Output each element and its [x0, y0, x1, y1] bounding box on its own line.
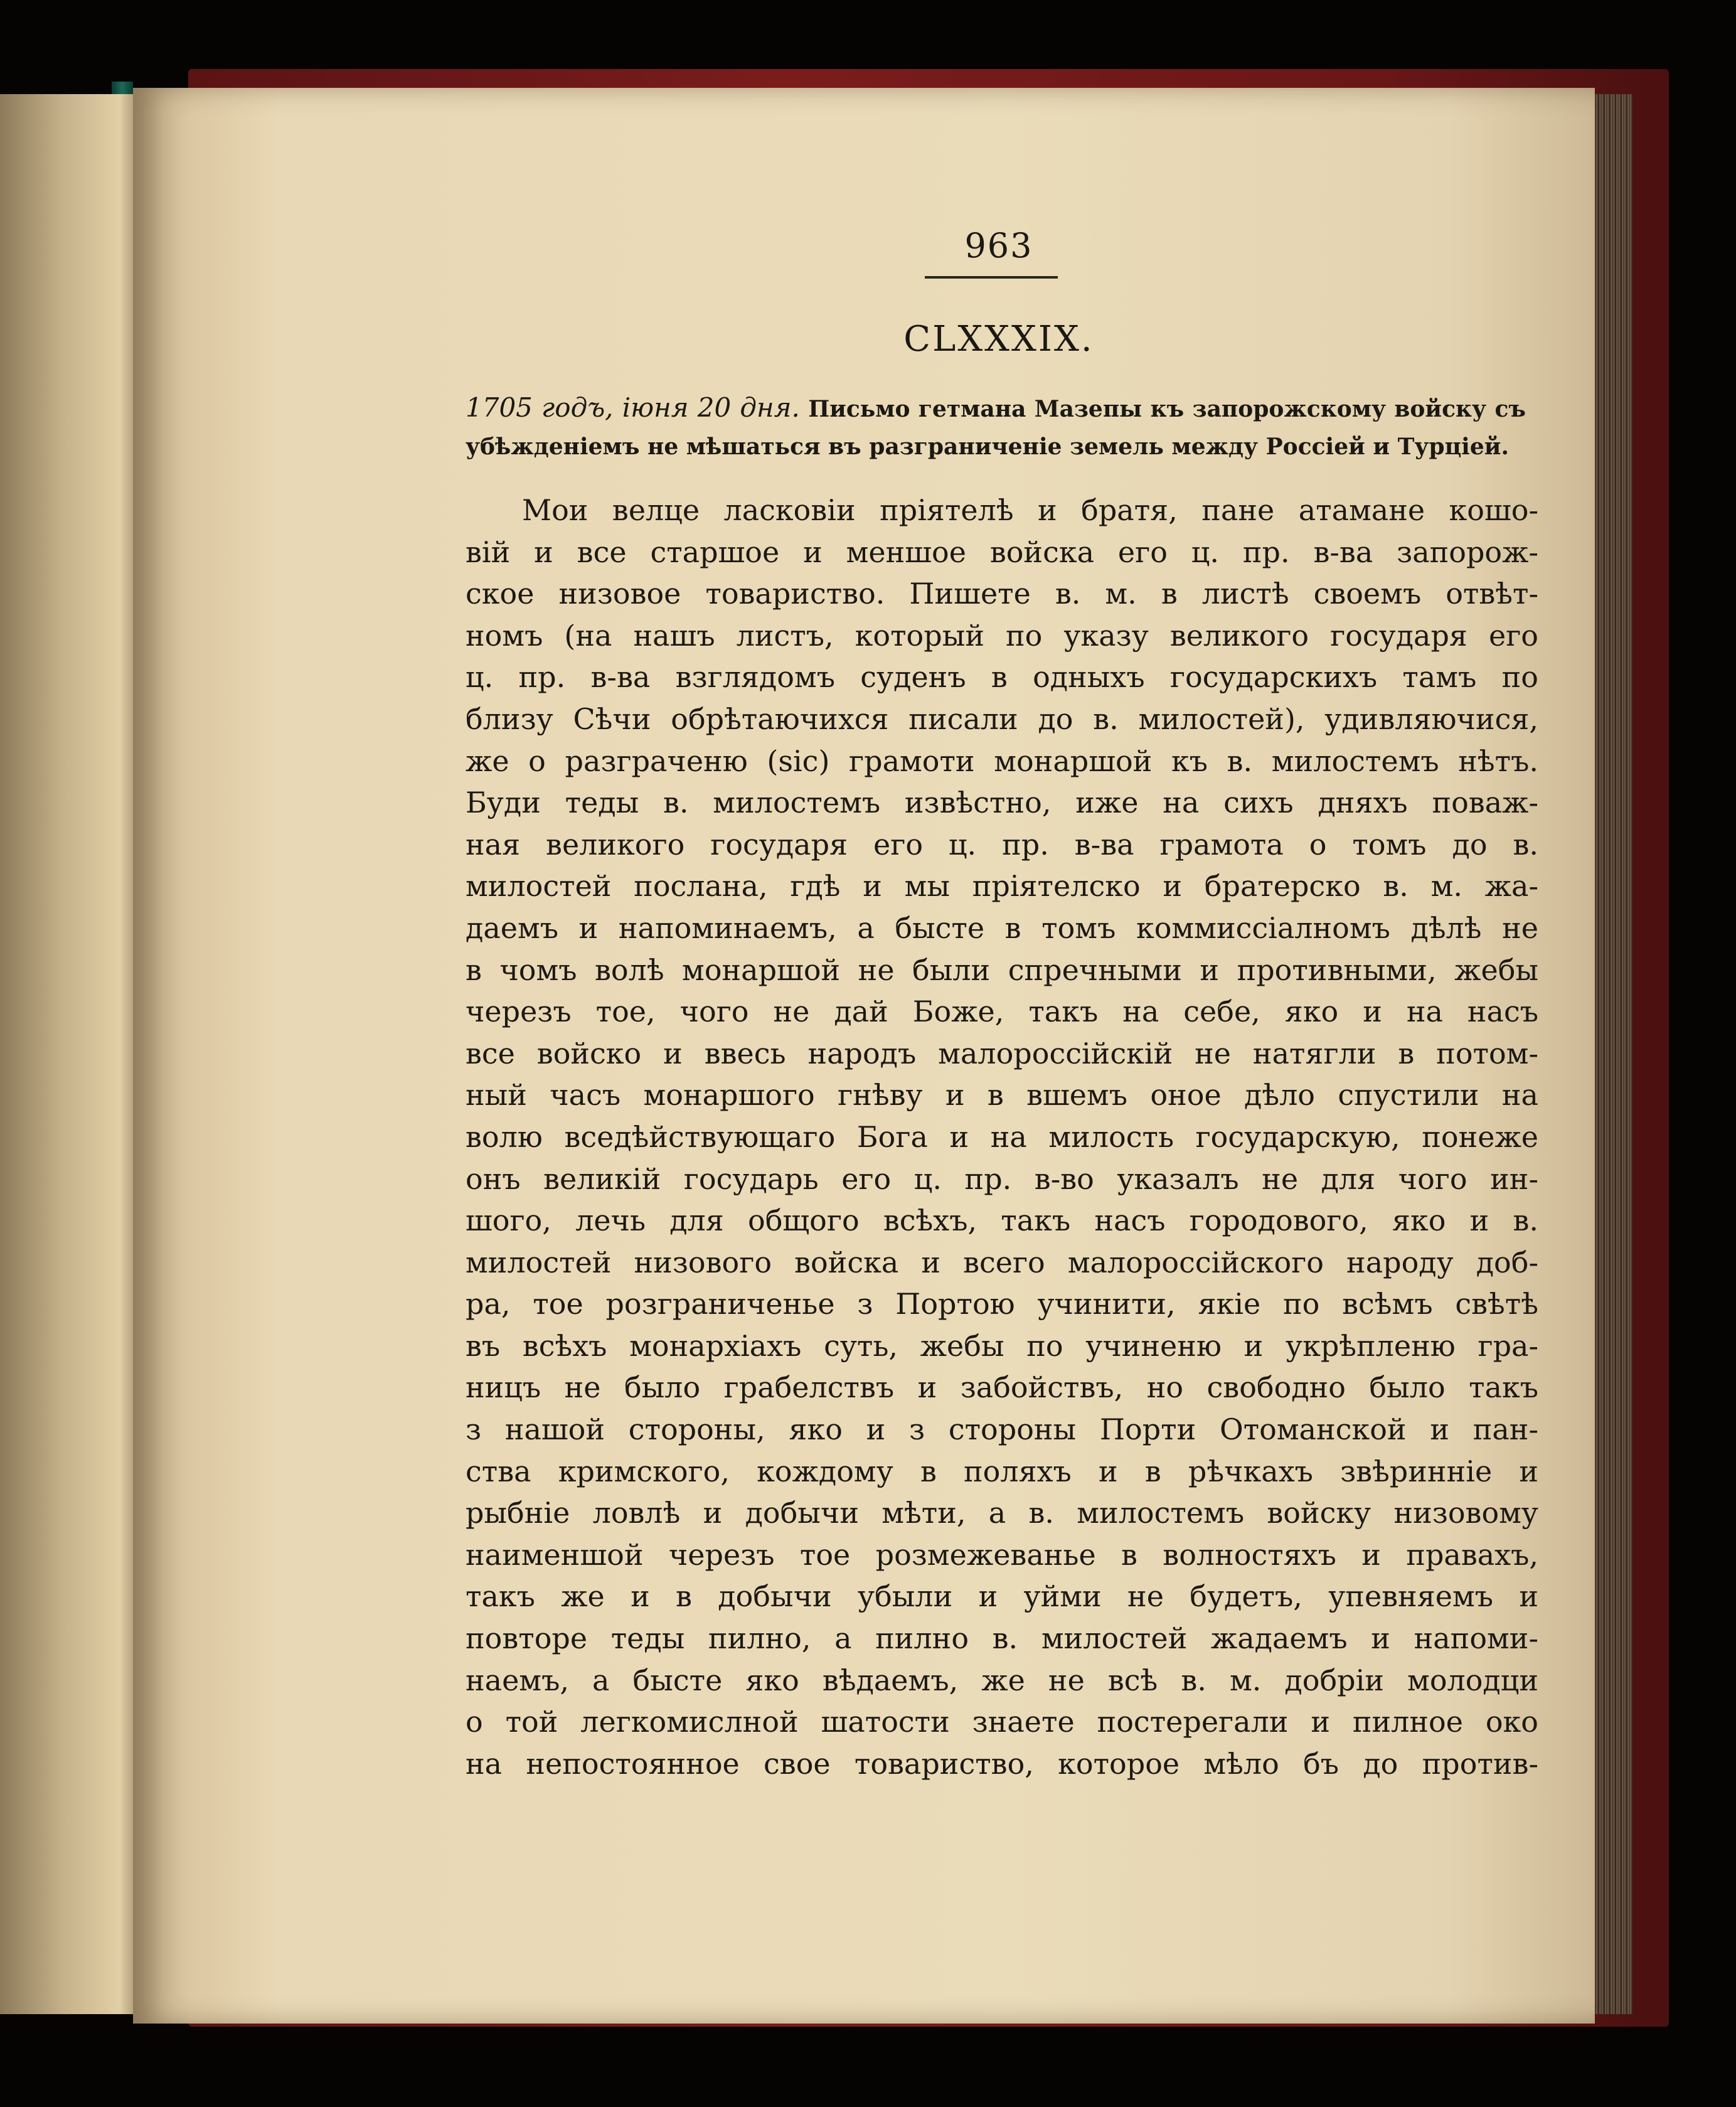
body-line: на непостоянное свое товариство, которое мѣло бъ до против- [466, 1746, 1538, 1781]
body-line: в чомъ волѣ монаршой не были спречными и противными, жебы [466, 952, 1538, 987]
body-line: ра, тое розграниченье з Портою учинити, якіе по всѣмъ свѣтѣ [466, 1287, 1538, 1321]
body-line: такъ же и в добычи убыли и уйми не будетъ, упевняемъ и [466, 1579, 1538, 1614]
document-heading [466, 389, 1526, 466]
body-line: волю вседѣйствующаго Бога и на милость государскую, понеже [466, 1119, 1538, 1154]
body-line: ц. пр. в-ва взглядомъ суденъ в одныхъ государскихъ тамъ по [466, 660, 1538, 695]
body-line: все войско и ввесь народъ малороссійскій не натягли в потом- [466, 1036, 1538, 1070]
body-line: же о разграченю (sic) грамоти монаршой къ в. милостемъ нѣтъ. [466, 744, 1538, 778]
heading-text: Письмо гетмана Мазепы къ запорожскому войску съ убѣжденіемъ не мѣшаться въ разграниченіе земель между Россіей и Турціей. [466, 396, 1526, 460]
body-line: ское низовое товариство. Пишете в. м. в листѣ своемъ отвѣт- [466, 577, 1538, 611]
body-line: черезъ тое, чого не дай Боже, такъ на себе, яко и на насъ [466, 995, 1538, 1029]
page-number-rule [925, 276, 1058, 279]
body-line: шого, лечь для общого всѣхъ, такъ насъ городового, яко и в. [466, 1203, 1538, 1238]
body-line: милостей послана, гдѣ и мы пріятелско и братерско в. м. жа- [466, 869, 1538, 904]
body-line: наемъ, а бысте яко вѣдаемъ, же не всѣ в. м. добріи молодци [466, 1663, 1538, 1697]
body-line: наименшой черезъ тое розмежеванье в волностяхъ и правахъ, [466, 1537, 1538, 1572]
body-line: Мои велце ласковіи пріятелѣ и братя, пане атамане кошо- [522, 493, 1538, 527]
right-page [133, 88, 1595, 2024]
body-line: милостей низового войска и всего малороссійского народу доб- [466, 1245, 1538, 1279]
page-edges [1595, 94, 1632, 2014]
body-line: ная великого государя его ц. пр. в-ва грамота о томъ до в. [466, 827, 1538, 861]
letter-body [466, 489, 1538, 1784]
page-number: 963 [964, 226, 1033, 265]
body-line: близу Сѣчи обрѣтаючихся писали до в. милостей), удивляючися, [466, 701, 1538, 736]
body-line: рыбніе ловлѣ и добычи мѣти, а в. милостемъ войску низовому [466, 1496, 1538, 1530]
body-line: даемъ и напоминаемъ, а бысте в томъ коммиссіалномъ дѣлѣ не [466, 910, 1538, 945]
body-line: з нашой стороны, яко и з стороны Порти Отоманской и пан- [466, 1412, 1538, 1447]
body-line: Буди теды в. милостемъ извѣстно, иже на сихъ дняхъ поваж- [466, 786, 1538, 820]
body-line: ницъ не было грабелствъ и забойствъ, но свободно было такъ [466, 1370, 1538, 1405]
page-content [133, 88, 1595, 2024]
body-line: ный часъ монаршого гнѣву и в вшемъ оное дѣло спустили на [466, 1078, 1538, 1112]
body-line: ства кримского, кождому в поляхъ и в рѣчкахъ звѣринніе и [466, 1454, 1538, 1488]
body-line: повторе теды пилно, а пилно в. милостей жадаемъ и напоми- [466, 1621, 1538, 1656]
body-line: номъ (на нашъ листъ, который по указу великого государя его [466, 618, 1538, 653]
heading-date: 1705 годъ, іюня 20 дня. [466, 392, 800, 423]
document-number: CLXXXIX. [903, 319, 1094, 360]
body-line: о той легкомислной шатости знаете постерегали и пилное око [466, 1705, 1538, 1739]
body-line: въ всѣхъ монархіахъ суть, жебы по учиненю и укрѣпленю гра- [466, 1328, 1538, 1363]
left-page [0, 94, 133, 2014]
body-line: вій и все старшое и меншое войска его ц. пр. в-ва запорож- [466, 535, 1538, 569]
body-line: онъ великій государь его ц. пр. в-во указалъ не для чого ин- [466, 1161, 1538, 1196]
